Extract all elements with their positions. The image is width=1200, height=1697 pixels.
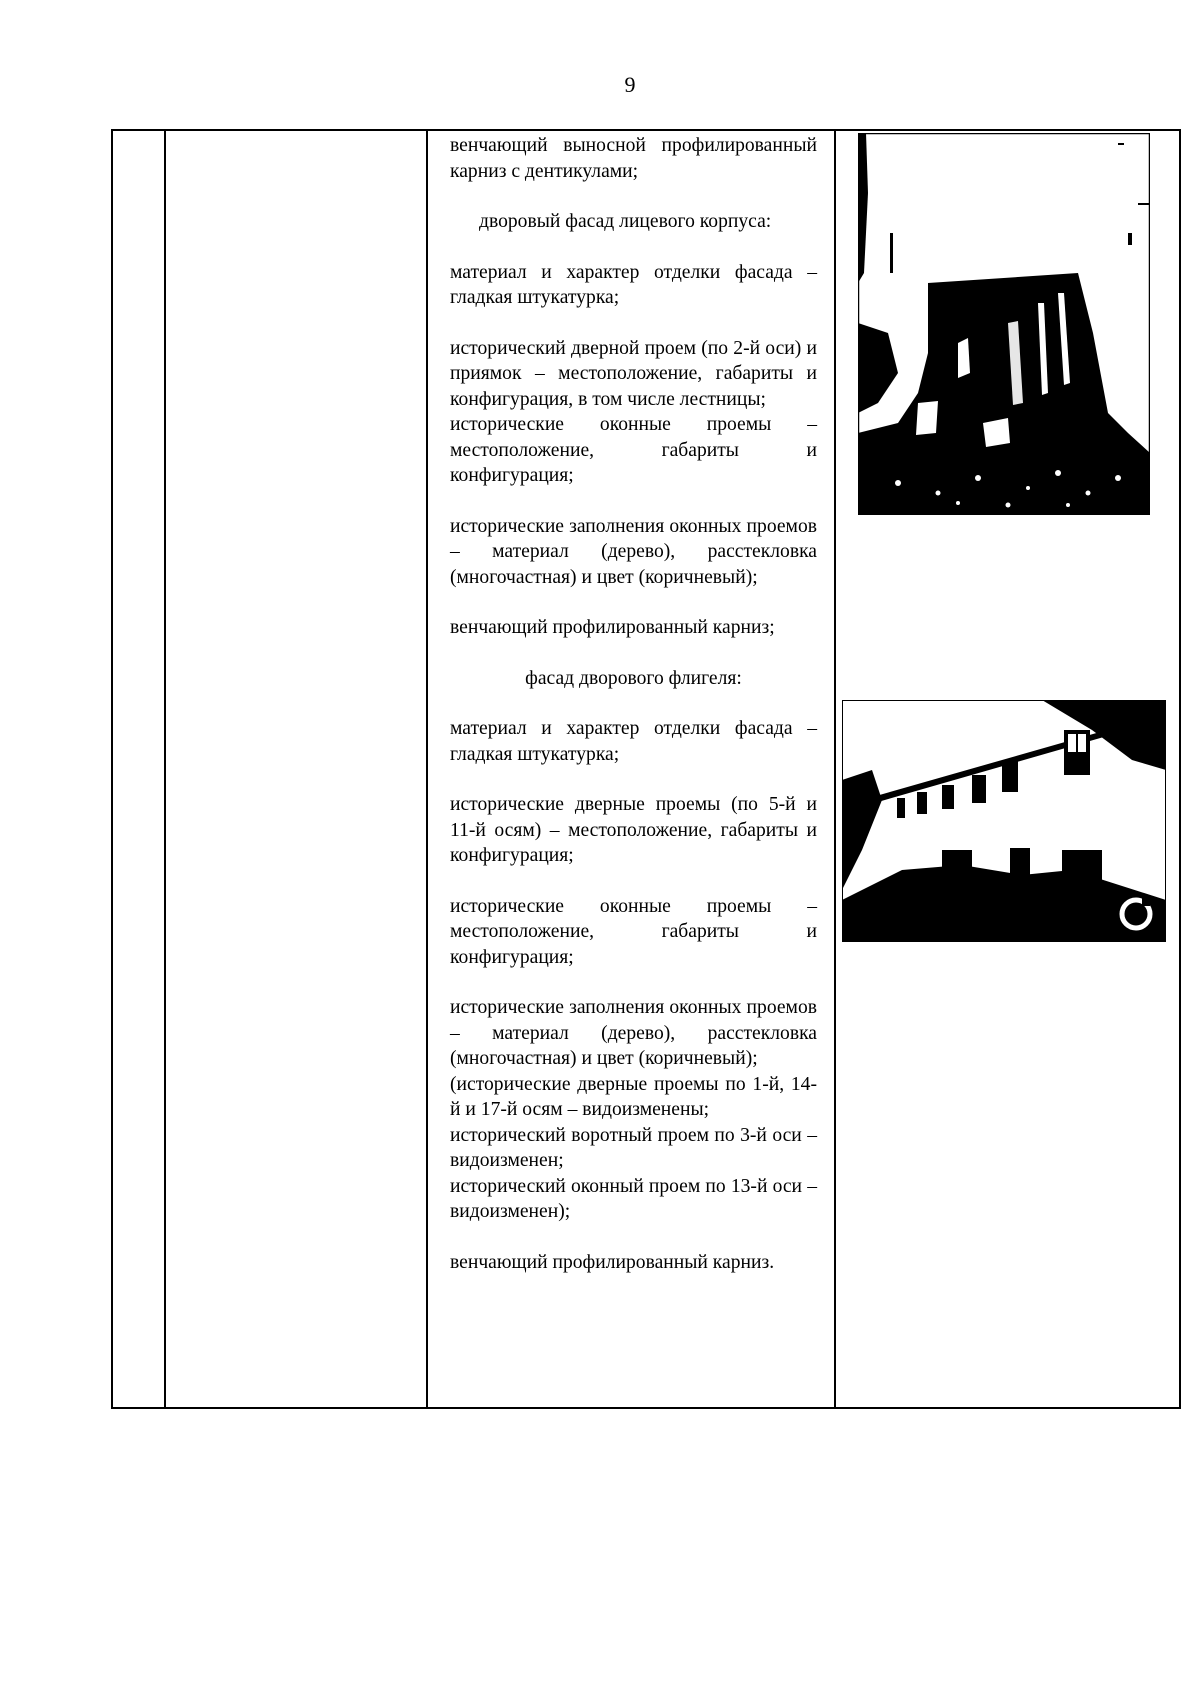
paragraph-window-fillings: исторические заполнения оконных проемов – материал (дерево), расстекловка (многочастная) и цвет (коричневый);: [450, 515, 817, 588]
column-divider-2: [426, 131, 428, 1407]
paragraph-wing-window-fillings: исторические заполнения оконных проемов – материал (дерево), расстекловка (многочастная) и цвет (коричневый);: [450, 997, 817, 1069]
paragraph-wing-door-openings: исторические дверные проемы (по 5-й и 11-й осям) – местоположение, габариты и конфигурация;: [450, 794, 817, 866]
paragraph-modified-window: исторический оконный проем по 13-й оси – видоизменен);: [450, 1175, 817, 1222]
column-divider-3: [834, 131, 836, 1407]
column-divider-1: [164, 131, 166, 1407]
paragraph-final-cornice: венчающий профилированный карниз.: [450, 1251, 775, 1273]
paragraph-crowning-cornice: венчающий профилированный карниз;: [450, 617, 775, 638]
paragraph-wing-finish-material: материал и характер отделки фасада – гладкая штукатурка;: [450, 718, 817, 765]
paragraph-window-openings: исторические оконные проемы – местоположение, габариты и конфигурация;: [450, 414, 817, 486]
section-heading-courtyard-wing: фасад дворового флигеля:: [525, 667, 742, 689]
paragraph-cornice-denticles: венчающий выносной профилированный карниз с дентикулами;: [450, 135, 817, 182]
paragraph-door-opening: исторический дверной проем (по 2-й оси) и приямок – местоположение, габариты и конфигурация, в том числе лестницы;: [450, 337, 817, 410]
section-heading-courtyard-facade: дворовый фасад лицевого корпуса:: [479, 211, 772, 232]
courtyard-facade-photo: [858, 133, 1150, 515]
description-column: [439, 131, 827, 1275]
courtyard-wing-photo: [842, 700, 1166, 942]
paragraph-modified-gate: исторический воротный проем по 3-й оси – видоизменен;: [450, 1124, 817, 1171]
paragraph-finish-material: материал и характер отделки фасада – гладкая штукатурка;: [450, 261, 817, 308]
page-number: 9: [624, 72, 636, 97]
paragraph-wing-window-openings: исторические оконные проемы – местоположение, габариты и конфигурация;: [450, 895, 817, 968]
paragraph-modified-doors: (исторические дверные проемы по 1-й, 14-й и 17-й осям – видоизменены;: [450, 1073, 817, 1120]
